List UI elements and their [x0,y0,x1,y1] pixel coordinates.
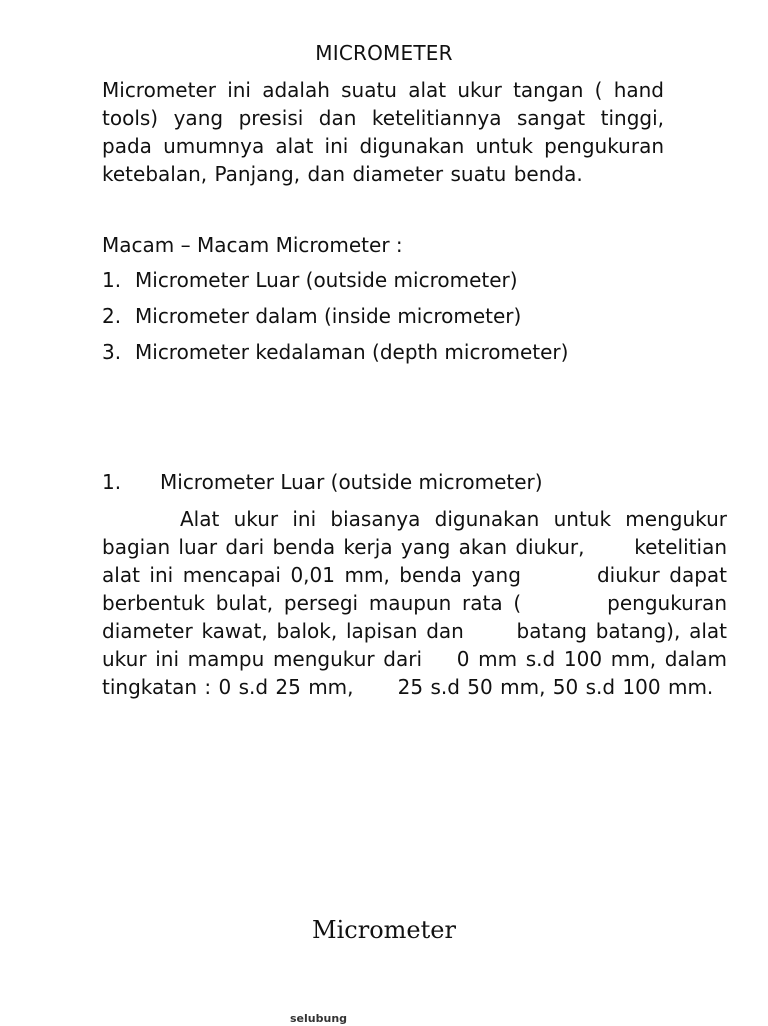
list-item-number: 1. [102,268,122,292]
figure-title: Micrometer [312,916,456,944]
list-item [102,338,568,374]
list-item [102,302,568,338]
list-item-label: Micrometer dalam (inside micrometer) [135,304,522,328]
section-heading [102,468,543,496]
list-item-number: 2. [102,304,122,328]
list-item [102,266,568,302]
micrometer-types-list [102,266,568,374]
list-item-label: Micrometer Luar (outside micrometer) [135,268,518,292]
figure-partial-label: selubung [290,1012,348,1025]
section-body-paragraph: Alat ukur ini biasanya digunakan untuk mengukur bagian luar dari benda kerja yang akan diukur, ketelitian alat ini mencapai 0,01 mm, benda yang diukur dapat berbentuk bulat, persegi maupun rata ( pengukuran diameter kawat, balok, lapisan dan batang batang), alat ukur ini mampu mengukur dari 0 mm s.d 100 mm, dalam tingkatan : 0 s.d 25 mm, 25 s.d 50 mm, 50 s.d 100 mm. [102,507,742,699]
intro-paragraph: Micrometer ini adalah suatu alat ukur tangan ( hand tools) yang presisi dan ketelitiannya sangat tinggi, pada umumnya alat ini digunakan untuk pengukuran ketebalan, Panjang, dan diameter suatu benda. [102,78,664,186]
document-title: MICROMETER [315,41,453,65]
section-title: Micrometer Luar (outside micrometer) [160,470,543,494]
types-heading: Macam – Macam Micrometer : [102,233,403,257]
list-item-label: Micrometer kedalaman (depth micrometer) [135,340,569,364]
section-number: 1. [102,470,122,494]
list-item-number: 3. [102,340,122,364]
